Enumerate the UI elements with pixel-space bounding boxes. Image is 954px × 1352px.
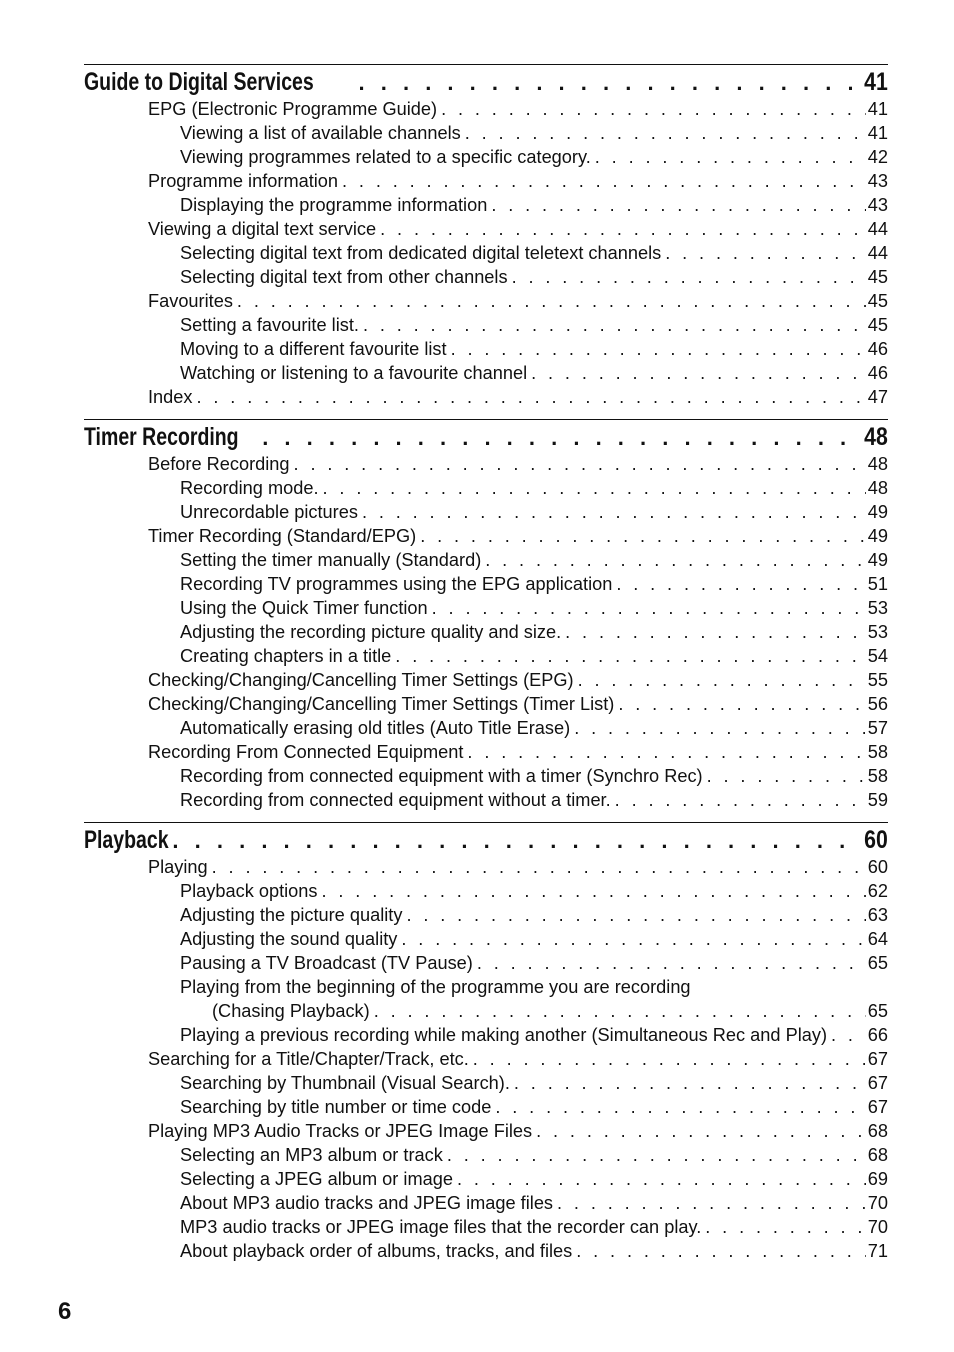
section-page: 60	[864, 826, 888, 854]
entry-page: 70	[867, 1217, 888, 1237]
entry-page: 45	[867, 267, 888, 287]
entry-page: 62	[867, 881, 888, 901]
dot-leader	[294, 452, 866, 476]
toc-entry[interactable]	[84, 999, 888, 1023]
entry-page: 51	[867, 574, 888, 594]
entry-page: 69	[867, 1169, 888, 1189]
entry-page: 55	[867, 670, 888, 690]
section-title: Playback	[84, 826, 169, 854]
dot-leader	[485, 548, 866, 572]
entry-title: Playing MP3 Audio Tracks or JPEG Image Files	[148, 1121, 533, 1141]
dot-leader	[362, 500, 866, 524]
toc-entry[interactable]	[84, 1167, 888, 1191]
section-title: Guide to Digital Services	[84, 68, 314, 96]
toc-entry[interactable]	[84, 668, 888, 692]
entry-title: Recording from connected equipment without a timer.	[180, 790, 611, 810]
toc-entry[interactable]	[84, 975, 888, 999]
entry-title: Searching for a Title/Chapter/Track, etc.	[148, 1049, 469, 1069]
toc-entry[interactable]	[84, 217, 888, 241]
toc-entry[interactable]	[84, 476, 888, 500]
dot-leader	[363, 313, 866, 337]
dot-leader	[531, 361, 866, 385]
entry-title: Selecting digital text from other channels	[180, 267, 508, 287]
dot-leader	[323, 476, 866, 500]
entry-title: Pausing a TV Broadcast (TV Pause)	[180, 953, 473, 973]
dot-leader	[495, 1095, 865, 1119]
toc-entry[interactable]	[84, 385, 888, 409]
dot-leader	[441, 97, 866, 121]
toc-entry[interactable]	[84, 500, 888, 524]
toc-entry[interactable]	[84, 1191, 888, 1215]
entry-title: Recording mode.	[180, 478, 319, 498]
dot-leader	[172, 824, 852, 857]
entry-page: 41	[867, 99, 888, 119]
toc-entry[interactable]	[84, 879, 888, 903]
dot-leader	[451, 337, 866, 361]
entry-title: Setting a favourite list.	[180, 315, 359, 335]
toc-entry[interactable]	[84, 524, 888, 548]
entry-title: Programme information	[148, 171, 339, 191]
entry-title: Creating chapters in a title	[180, 646, 392, 666]
toc-entry[interactable]	[84, 169, 888, 193]
dot-leader	[615, 788, 866, 812]
entry-page: 41	[867, 123, 888, 143]
dot-leader	[595, 145, 866, 169]
toc-entry[interactable]	[84, 1023, 888, 1047]
toc-entry[interactable]	[84, 1239, 888, 1263]
dot-leader	[342, 169, 866, 193]
toc-section	[84, 822, 888, 1263]
entry-page: 54	[867, 646, 888, 666]
entry-title: Searching by Thumbnail (Visual Search).	[180, 1073, 510, 1093]
entry-title: Unrecordable pictures	[180, 502, 358, 522]
entry-page: 64	[867, 929, 888, 949]
toc-entry[interactable]	[84, 313, 888, 337]
entry-title: Adjusting the sound quality	[180, 929, 398, 949]
dot-leader	[262, 421, 852, 454]
entry-page: 53	[867, 622, 888, 642]
toc-entry[interactable]	[84, 1071, 888, 1095]
entry-page: 48	[867, 454, 888, 474]
entry-page: 58	[867, 766, 888, 786]
dot-leader	[457, 1167, 866, 1191]
dot-leader	[512, 265, 866, 289]
entry-page: 65	[867, 1001, 888, 1021]
page-number: 6	[58, 1298, 72, 1325]
dot-leader	[831, 1023, 866, 1047]
toc-section	[84, 64, 888, 409]
entry-page: 57	[867, 718, 888, 738]
entry-title: Checking/Changing/Cancelling Timer Settings (EPG)	[148, 670, 574, 690]
entry-page: 44	[867, 243, 888, 263]
entry-title: About MP3 audio tracks and JPEG image files	[180, 1193, 554, 1213]
toc-entry[interactable]	[84, 692, 888, 716]
dot-leader	[491, 193, 865, 217]
entry-page: 43	[867, 195, 888, 215]
entry-title: Viewing programmes related to a specific category.	[180, 147, 591, 167]
entry-page: 66	[867, 1025, 888, 1045]
entry-title: Setting the timer manually (Standard)	[180, 550, 482, 570]
entry-title: (Chasing Playback)	[212, 1001, 370, 1021]
entry-page: 56	[867, 694, 888, 714]
entry-title: Checking/Changing/Cancelling Timer Settings (Timer List)	[148, 694, 615, 714]
toc-entry[interactable]	[84, 265, 888, 289]
entry-page: 60	[867, 857, 888, 877]
toc-entry[interactable]	[84, 1215, 888, 1239]
entry-title: Before Recording	[148, 454, 290, 474]
toc-entry[interactable]	[84, 951, 888, 975]
toc-entry[interactable]	[84, 193, 888, 217]
toc-entry[interactable]	[84, 855, 888, 879]
entry-title: Timer Recording (Standard/EPG)	[148, 526, 417, 546]
dot-leader	[574, 716, 866, 740]
entry-title: Recording From Connected Equipment	[148, 742, 464, 762]
toc-entry[interactable]	[84, 572, 888, 596]
entry-page: 46	[867, 363, 888, 383]
toc-entry[interactable]	[84, 121, 888, 145]
entry-page: 45	[867, 291, 888, 311]
entry-page: 68	[867, 1121, 888, 1141]
dot-leader	[514, 1071, 866, 1095]
dot-leader	[467, 740, 865, 764]
dot-leader	[447, 1143, 866, 1167]
toc-entry[interactable]	[84, 452, 888, 476]
entry-page: 67	[867, 1073, 888, 1093]
toc-entry[interactable]	[84, 241, 888, 265]
entry-page: 59	[867, 790, 888, 810]
dot-leader	[322, 879, 866, 903]
entry-title: Playing from the beginning of the programme you are recording	[180, 977, 691, 997]
toc-entry[interactable]	[84, 740, 888, 764]
toc-entry[interactable]	[84, 788, 888, 812]
entry-title: Searching by title number or time code	[180, 1097, 492, 1117]
table-of-contents	[84, 64, 888, 1273]
dot-leader	[618, 692, 865, 716]
entry-title: Adjusting the picture quality	[180, 905, 403, 925]
entry-title: Viewing a list of available channels	[180, 123, 461, 143]
entry-title: Index	[148, 387, 193, 407]
dot-leader	[477, 951, 866, 975]
dot-leader	[237, 289, 866, 313]
entry-title: Using the Quick Timer function	[180, 598, 428, 618]
entry-title: Adjusting the recording picture quality and size.	[180, 622, 562, 642]
entry-page: 58	[867, 742, 888, 762]
toc-entry[interactable]	[84, 337, 888, 361]
entry-title: Automatically erasing old titles (Auto Title Erase)	[180, 718, 571, 738]
dot-leader	[401, 927, 865, 951]
section-page: 48	[864, 423, 888, 451]
entry-page: 48	[867, 478, 888, 498]
dot-leader	[565, 620, 866, 644]
entry-page: 42	[867, 147, 888, 167]
entry-title: Displaying the programme information	[180, 195, 488, 215]
entry-title: Selecting an MP3 album or track	[180, 1145, 443, 1165]
entry-page: 70	[867, 1193, 888, 1213]
entry-page: 53	[867, 598, 888, 618]
dot-leader	[465, 121, 866, 145]
entry-title: About playback order of albums, tracks, and files	[180, 1241, 573, 1261]
dot-leader	[359, 66, 853, 99]
entry-title: Moving to a different favourite list	[180, 339, 447, 359]
entry-page: 49	[867, 502, 888, 522]
entry-page: 44	[867, 219, 888, 239]
entry-title: EPG (Electronic Programme Guide)	[148, 99, 438, 119]
dot-leader	[557, 1191, 866, 1215]
dot-leader	[432, 596, 866, 620]
section-title: Timer Recording	[84, 423, 239, 451]
dot-leader	[705, 1215, 865, 1239]
dot-leader	[395, 644, 865, 668]
entry-title: Favourites	[148, 291, 233, 311]
entry-title: Selecting digital text from dedicated digital teletext channels	[180, 243, 662, 263]
toc-entry[interactable]	[84, 716, 888, 740]
entry-title: Playing	[148, 857, 208, 877]
dot-leader	[576, 1239, 866, 1263]
toc-entry[interactable]	[84, 903, 888, 927]
dot-leader	[616, 572, 865, 596]
entry-page: 49	[867, 550, 888, 570]
toc-section	[84, 419, 888, 812]
dot-leader	[707, 764, 866, 788]
entry-title: Playback options	[180, 881, 318, 901]
section-heading[interactable]	[84, 64, 888, 97]
entry-page: 63	[867, 905, 888, 925]
dot-leader	[197, 385, 866, 409]
toc-entry[interactable]	[84, 97, 888, 121]
dot-leader	[380, 217, 866, 241]
section-heading[interactable]	[84, 822, 888, 855]
section-heading[interactable]	[84, 419, 888, 452]
toc-entry[interactable]	[84, 1143, 888, 1167]
dot-leader	[420, 524, 866, 548]
dot-leader	[212, 855, 866, 879]
entry-title: Selecting a JPEG album or image	[180, 1169, 453, 1189]
entry-page: 67	[867, 1049, 888, 1069]
dot-leader	[406, 903, 865, 927]
entry-page: 65	[867, 953, 888, 973]
toc-entry[interactable]	[84, 620, 888, 644]
entry-title: MP3 audio tracks or JPEG image files that the recorder can play.	[180, 1217, 702, 1237]
toc-entry[interactable]	[84, 145, 888, 169]
dot-leader	[578, 668, 866, 692]
toc-entry[interactable]	[84, 927, 888, 951]
toc-entry[interactable]	[84, 361, 888, 385]
dot-leader	[536, 1119, 866, 1143]
toc-entry[interactable]	[84, 1119, 888, 1143]
dot-leader	[473, 1047, 866, 1071]
toc-entry[interactable]	[84, 289, 888, 313]
entry-page: 68	[867, 1145, 888, 1165]
entry-title: Recording from connected equipment with a timer (Synchro Rec)	[180, 766, 703, 786]
entry-title: Watching or listening to a favourite channel	[180, 363, 528, 383]
dot-leader	[665, 241, 866, 265]
toc-entry[interactable]	[84, 764, 888, 788]
entry-page: 71	[867, 1241, 888, 1261]
entry-page: 49	[867, 526, 888, 546]
section-page: 41	[864, 68, 888, 96]
toc-entry[interactable]	[84, 1047, 888, 1071]
entry-page: 46	[867, 339, 888, 359]
toc-entry[interactable]	[84, 644, 888, 668]
entry-title: Playing a previous recording while making another (Simultaneous Rec and Play)	[180, 1025, 828, 1045]
dot-leader	[374, 999, 866, 1023]
entry-page: 47	[867, 387, 888, 407]
toc-entry[interactable]	[84, 548, 888, 572]
toc-entry[interactable]	[84, 596, 888, 620]
entry-page: 67	[867, 1097, 888, 1117]
toc-entry[interactable]	[84, 1095, 888, 1119]
entry-page: 45	[867, 315, 888, 335]
entry-page: 43	[867, 171, 888, 191]
entry-title: Viewing a digital text service	[148, 219, 377, 239]
entry-title: Recording TV programmes using the EPG application	[180, 574, 613, 594]
